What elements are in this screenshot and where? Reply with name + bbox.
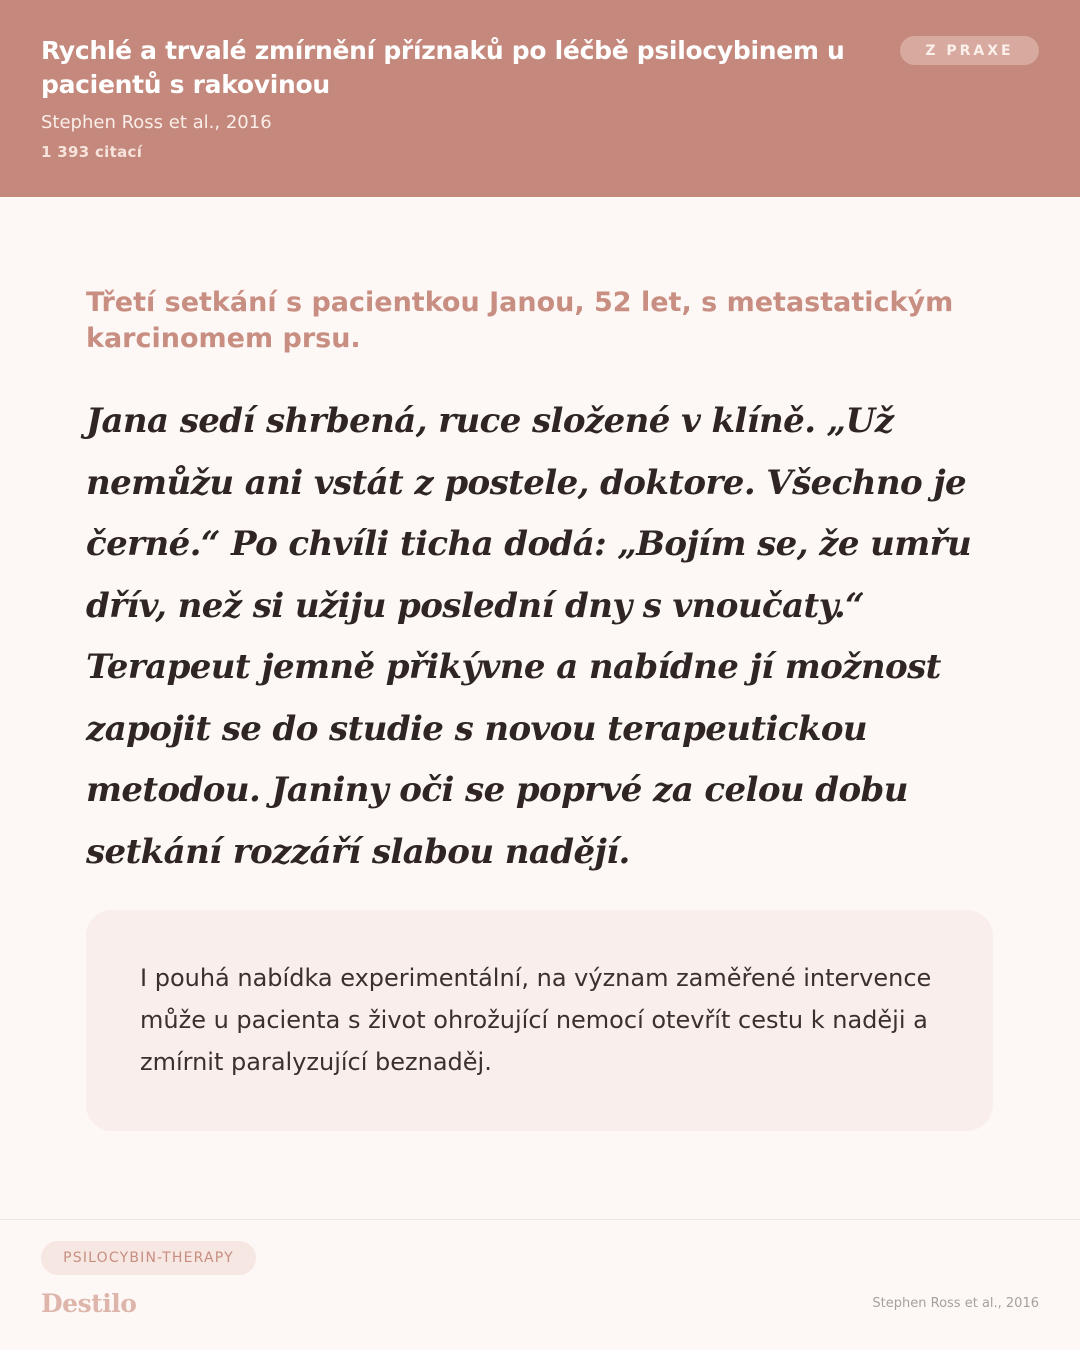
scene-intro: Třetí setkání s pacientkou Janou, 52 let, s metastatickým karcinomem prsu. (86, 287, 954, 354)
takeaway-text: I pouhá nabídka experimentální, na význam zaměřené intervence může u pacienta s život ohrožující nemocí otevřít cestu k naději a zmírnit paralyzující beznaděj. (140, 964, 932, 1076)
citation-count: 1 393 citací (41, 143, 143, 161)
article-title: Rychlé a trvalé zmírnění příznaků po léčbě psilocybinem u pacientů s rakovinou (41, 36, 845, 99)
brand-logo: Destilo (41, 1289, 137, 1318)
article-authors: Stephen Ross et al., 2016 (41, 112, 272, 133)
header-banner (0, 0, 1080, 197)
patient-story: Jana sedí shrbená, ruce složené v klíně. „Už nemůžu ani vstát z postele, doktore. Všechno je černé.“ Po chvíli ticha dodá: „Bojím se, že umřu dřív, než si užiju poslední dny s vnoučaty.“ Terapeut jemně přikývne a nabídne jí možnost zapojit se do studie s novou terapeutickou metodou. Janiny oči se poprvé za celou dobu setkání rozzáří slabou nadějí. (86, 401, 972, 872)
topic-tag: PSILOCYBIN-THERAPY (41, 1241, 256, 1275)
footer-source: Stephen Ross et al., 2016 (872, 1296, 1039, 1311)
footer-divider (0, 1219, 1080, 1220)
takeaway-callout (86, 910, 993, 1131)
category-badge: Z PRAXE (900, 36, 1039, 65)
